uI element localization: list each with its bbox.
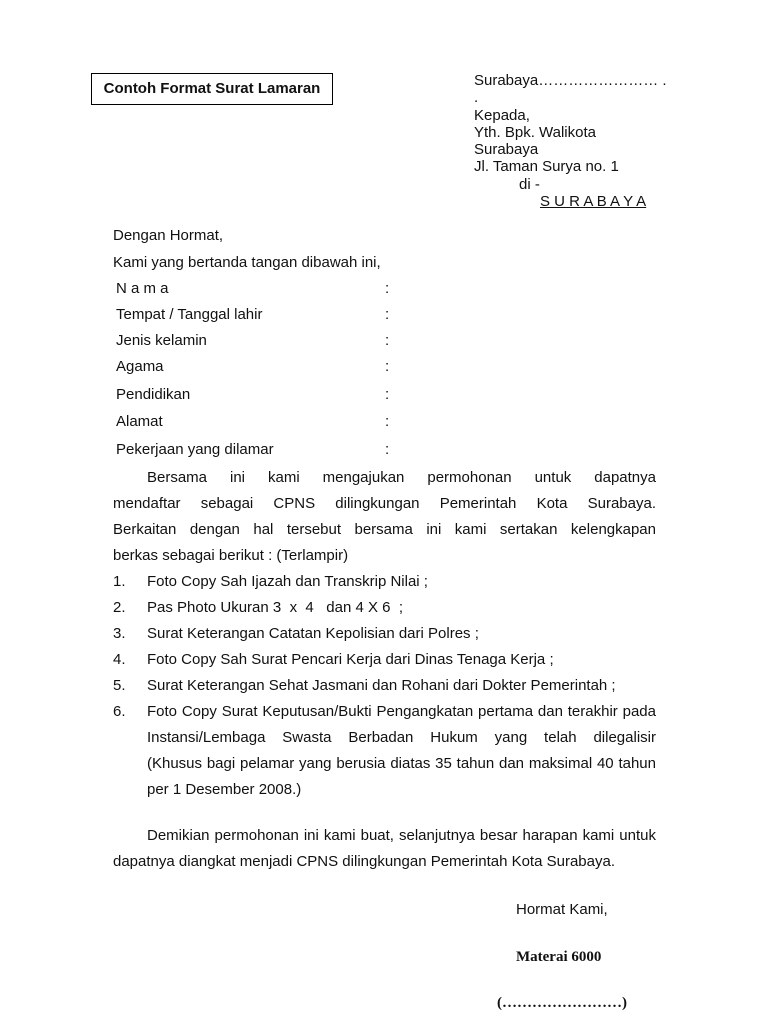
list-number: 5. [113, 677, 126, 694]
list-item [113, 699, 656, 803]
field-row-name [113, 276, 413, 302]
list-item-text: Surat Keterangan Sehat Jasmani dan Rohani dari Dokter Pemerintah ; [147, 677, 616, 694]
paragraph-line: berkas sebagai berikut : (Terlampir) [113, 547, 349, 564]
field-label: Tempat / Tanggal lahir [116, 306, 263, 323]
field-colon: : [385, 280, 390, 297]
field-colon: : [385, 332, 390, 349]
field-label: Alamat [116, 413, 163, 430]
paragraph-line: Berkaitan dengan hal tersebut bersama ini kami sertakan kelengkapan [113, 521, 656, 538]
field-row-education [113, 382, 413, 409]
paragraph-closing [113, 823, 656, 875]
list-item-text: (Khusus bagi pelamar yang berusia diatas 35 tahun dan maksimal 40 tahun [147, 755, 656, 772]
stamp-duty-label: Materai 6000 [516, 949, 602, 965]
field-label: Pendidikan [116, 386, 191, 403]
recipient-street: Jl. Taman Surya no. 1 [474, 158, 619, 176]
recipient-di: di - [519, 175, 540, 193]
salutation: Dengan Hormat, [113, 227, 224, 244]
list-item-text: Foto Copy Surat Keputusan/Bukti Pengangkatan pertama dan terakhir pada [147, 703, 656, 720]
list-item-text: Foto Copy Sah Surat Pencari Kerja dari Dinas Tenaga Kerja ; [147, 651, 554, 668]
list-item-body [147, 647, 656, 673]
field-label: Agama [116, 358, 164, 375]
list-item-body [147, 673, 656, 699]
recipient-city-caps-line [474, 193, 764, 210]
list-item-text: per 1 Desember 2008.) [147, 781, 302, 798]
field-row-birth [113, 302, 413, 328]
list-number: 1. [113, 573, 126, 590]
attachments-list [113, 569, 656, 803]
document-title-box [91, 73, 333, 105]
applicant-fields [113, 276, 413, 463]
list-item-body [147, 569, 656, 595]
field-label: N a m a [116, 280, 169, 297]
list-number: 3. [113, 625, 126, 642]
field-colon: : [385, 441, 390, 458]
field-label: Jenis kelamin [116, 332, 207, 349]
list-item [113, 673, 656, 699]
list-number: 6. [113, 703, 126, 720]
recipient-greeting: Kepada, [474, 106, 530, 124]
paragraph-line: dapatnya diangkat menjadi CPNS dilingkungan Pemerintah Kota Surabaya. [113, 853, 615, 870]
paragraph-line: mendaftar sebagai CPNS dilingkungan Pemerintah Kota Surabaya. [113, 495, 656, 512]
field-row-address [113, 409, 413, 437]
paragraph-line: Demikian permohonan ini kami buat, selanjutnya besar harapan kami untuk [147, 827, 656, 844]
paragraph-line: Bersama ini kami mengajukan permohonan untuk dapatnya [147, 469, 656, 486]
recipient-addressee: Yth. Bpk. Walikota [474, 123, 596, 141]
field-label: Pekerjaan yang dilamar [116, 441, 274, 458]
field-colon: : [385, 413, 390, 430]
list-item [113, 595, 656, 621]
field-row-gender [113, 328, 413, 354]
list-item-body [147, 699, 656, 803]
field-colon: : [385, 358, 390, 375]
list-item [113, 647, 656, 673]
intro-line: Kami yang bertanda tangan dibawah ini, [113, 254, 381, 271]
list-item [113, 621, 656, 647]
field-row-position [113, 437, 413, 463]
document-title: Contoh Format Surat Lamaran [103, 80, 321, 97]
field-row-religion [113, 354, 413, 382]
list-number: 4. [113, 651, 126, 668]
list-item-text: Foto Copy Sah Ijazah dan Transkrip Nilai ; [147, 573, 428, 590]
recipient-city-caps: S U R A B A Y A [540, 193, 647, 211]
recipient-city: Surabaya [474, 141, 539, 159]
list-item-body [147, 595, 656, 621]
place-date-line: Surabaya…………………… . [474, 72, 667, 89]
signature-name-placeholder: (……………………) [497, 995, 627, 1011]
list-item [113, 569, 656, 595]
place-date-continuation: . [474, 89, 479, 107]
list-item-body [147, 621, 656, 647]
paragraph-request [113, 465, 656, 569]
field-colon: : [385, 386, 390, 403]
list-item-text: Surat Keterangan Catatan Kepolisian dari Polres ; [147, 625, 479, 642]
list-number: 2. [113, 599, 126, 616]
list-item-text: Instansi/Lembaga Swasta Berbadan Hukum yang telah dilegalisir [147, 729, 656, 746]
letter-header [474, 72, 764, 210]
list-item-text: Pas Photo Ukuran 3 x 4 dan 4 X 6 ; [147, 599, 403, 616]
field-colon: : [385, 306, 390, 323]
closing-regards: Hormat Kami, [516, 901, 608, 918]
